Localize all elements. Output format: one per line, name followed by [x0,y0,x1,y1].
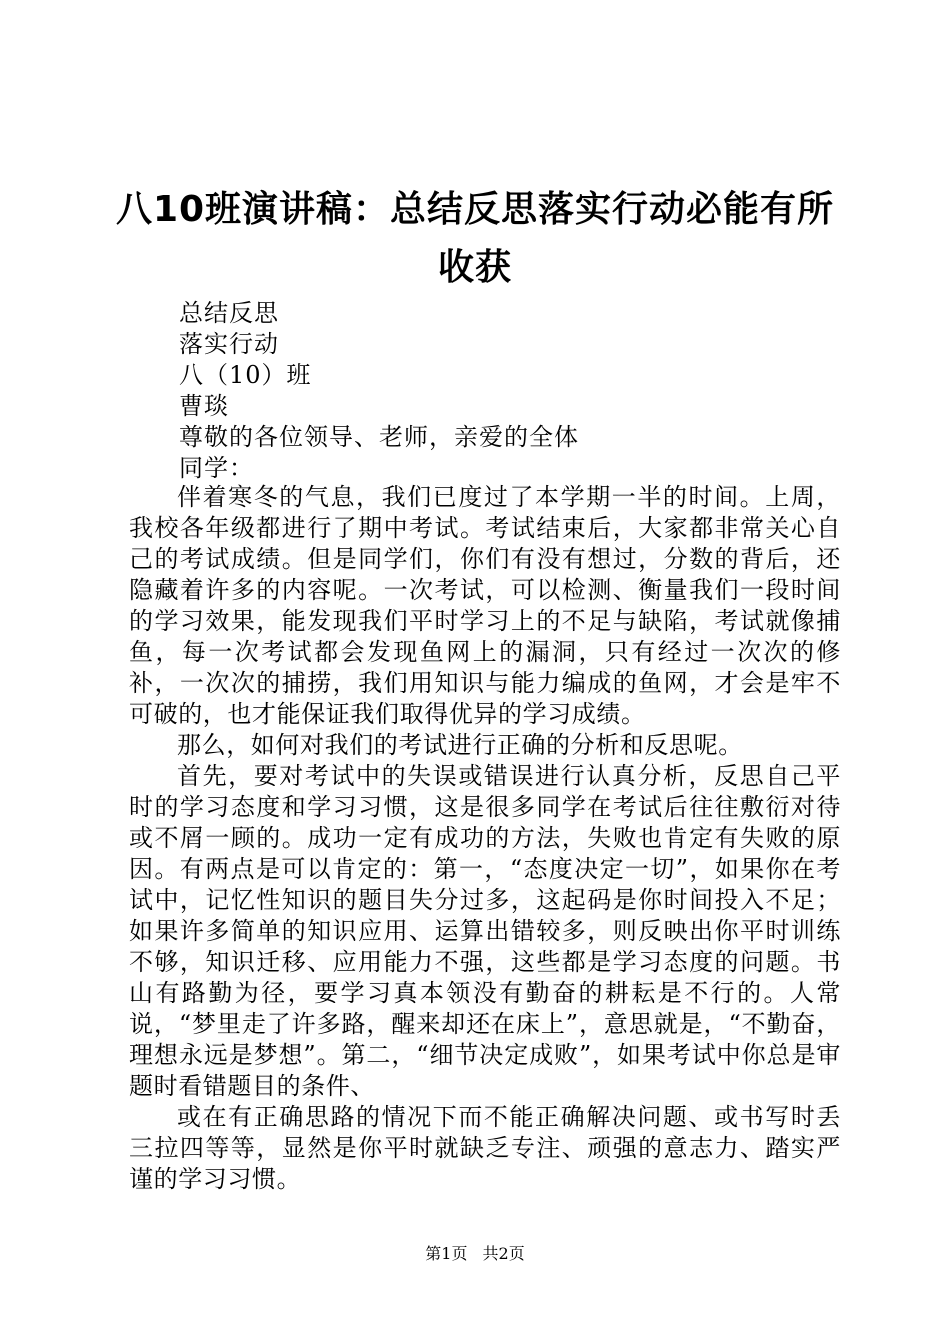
body-paragraph: 那么，如何对我们的考试进行正确的分析和反思呢。 [177,731,743,759]
document-title-line-1: 八10班演讲稿：总结反思落实行动必能有所 [115,189,835,230]
page-number-current: 第1页 [425,1244,468,1263]
speech-body [129,482,841,1195]
speech-subtitle-1: 总结反思 [179,299,279,327]
speech-header-block [179,298,579,484]
body-paragraph: 首先，要对考试中的失误或错误进行认真分析，反思自己平时的学习态度和学习习惯，这是很多同学在考试后往往敷衍对待或不屑一顾的。成功一定有成功的方法，失败也肯定有失败的原因。有两点是可以肯定的：第一，“态度决定一切”，如果你在考试中，记忆性知识的题目失分过多，这起码是你时间投入不足；如果许多简单的知识应用、运算出错较多，则反映出你平时训练不够，知识迁移、应用能力不强，这些都是学习态度的问题。书山有路勤为径，要学习真本领没有勤奋的耕耘是不行的。人常说，“梦里走了许多路，醒来却还在床上”，意思就是，“不勤奋，理想永远是梦想”。第二，“细节决定成败”，如果考试中你总是审题时看错题目的条件、 [129,762,841,1100]
body-paragraph: 伴着寒冬的气息，我们已度过了本学期一半的时间。上周，我校各年级都进行了期中考试。考试结束后，大家都非常关心自己的考试成绩。但是同学们，你们有没有想过，分数的背后，还隐藏着许多的内容呢。一次考试，可以检测、衡量我们一段时间的学习效果，能发现我们平时学习上的不足与缺陷，考试就像捕鱼，每一次考试都会发现鱼网上的漏洞，只有经过一次次的修补，一次次的捕捞，我们用知识与能力编成的鱼网，才会是牢不可破的，也才能保证我们取得优异的学习成绩。 [129,483,841,728]
class-name: 八（10）班 [179,361,312,389]
document-title-line-2: 收获 [437,247,512,288]
body-paragraph: 或在有正确思路的情况下而不能正确解决问题、或书写时丢三拉四等等，显然是你平时就缺乏专注、顽强的意志力、踏实严谨的学习习惯。 [129,1103,841,1193]
speech-subtitle-2: 落实行动 [179,330,279,358]
page-footer [0,1244,950,1264]
salutation-line-1: 尊敬的各位领导、老师，亲爱的全体 [179,423,579,451]
page-number-total: 共2页 [482,1244,525,1263]
speaker-name: 曹琰 [179,392,229,420]
salutation-line-2: 同学： [179,454,254,482]
